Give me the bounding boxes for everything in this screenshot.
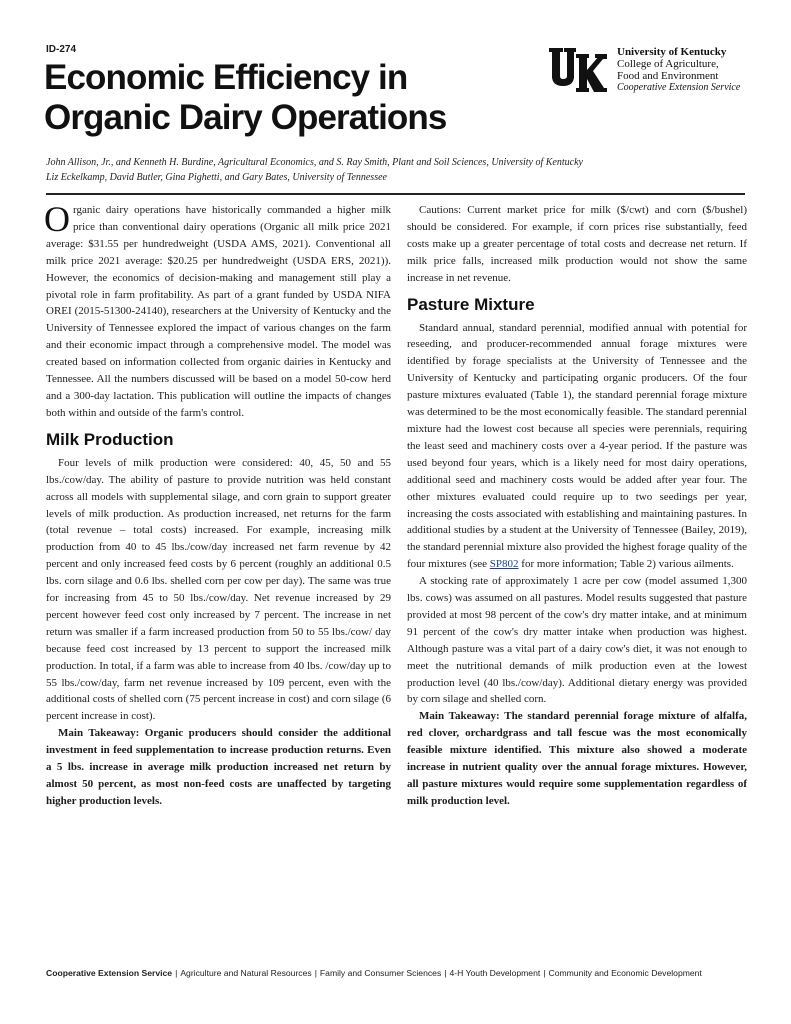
footer-item-family-consumer: Family and Consumer Sciences [319, 968, 442, 978]
footer-separator: | [444, 968, 447, 978]
section-heading-pasture-mixture: Pasture Mixture [407, 294, 535, 314]
university-block [617, 46, 787, 94]
left-column [44, 199, 391, 810]
footer-separator: | [175, 968, 178, 978]
footer-item-community-economic: Community and Economic Development [548, 968, 702, 978]
pasture-main-takeaway: Main Takeaway: The standard perennial forage mixture of alfalfa, red clover, orchardgrass and tall fescue was the most economically feasible mixture identified. This mixture also showed a moderate increase in nutrient quality over the annual forage mixtures. However, all pasture mixtures would require some supplementation regardless of milk production level. [407, 710, 747, 807]
milk-main-takeaway: Main Takeaway: Organic producers should consider the additional investment in feed supplementation to increase production returns. Even a 5 lbs. increase in average milk production increased net return by almost 50 percent, as most non-feed costs are unaffected by targeting higher production levels. [46, 727, 391, 807]
footer-item-agriculture: Agriculture and Natural Resources [180, 968, 312, 978]
pasture-text-a: Standard annual, standard perennial, modified annual with potential for reseeding, and producer-recommended annual forage mixtures were identified by forage specialists at the University of Tennessee and the University of Kentucky and participating organic producers. Of the four pasture mixtures evaluated (Table 1), the standard perennial forage mixture was determined to be the most economically feasible. The standard perennial mixture had the lowest cost because all species were perennials, requiring the least seed and machinery costs over a 4-year period. If the pasture was used beyond four years, which is a likely need for most dairy operations, additional seed and machinery costs would be added after year four. The other mixtures evaluated could require up to two seedings per year, increasing the costs associated with establishing and maintaining pastures. In additional studies by a student at the University of Tennessee (Bailey, 2019), the standard perennial mixture also provided the highest forage quality of the four mixtures (see [407, 321, 747, 571]
footer-separator: | [543, 968, 546, 978]
sp802-link[interactable]: SP802 [489, 558, 519, 571]
intro-text: rganic dairy operations have historically commanded a higher milk price than conventional dairy operations (Organic all milk price 2021 average: $31.55 per hundredweight (USDA AMS, 2021). Conventional all milk price 2021 average: $20.25 per hundredweight (USDA ERS, 2021)). However, the economics of decision-making and management still play a pivotal role in farm profitability. As part of a grant funded by USDA NIFA OREI (2015-51300-24140), researchers at the University of Kentucky and the University of Tennessee explored the impact of various changes on the farm and their economic impact through a comprehensive model. The model was created based on information collected from organic dairies in Kentucky and Tennessee. All the numbers discussed will be based on a model 50-cow herd and a 300-day lactation. This publication will outline the impacts of changes both within and outside of the farm's control. [46, 204, 391, 419]
milk-production-paragraph: Four levels of milk production were considered: 40, 45, 50 and 55 lbs./cow/day. The ability of pasture to provide nutrition was held constant across all models with supplemental silage, and corn grain to support greater levels of milk production. As production increased, net returns for the farm (total revenue – total costs) increased. For example, increasing milk production from 40 to 45 lbs./cow/day increased net farm revenue by 42 percent and only increased feed costs by 6 percent (roughly an additional 0.5 lbs. corn silage and 0.6 lbs. shelled corn per cow per day). The same was true for increasing from 45 to 50 lbs./cow/day. Net revenue increased by 29 percent however feed cost only increased by 7 percent. The increase in net return was smaller if a farm increased production from 50 to 55 lbs./cow/ day because feed cost increased by 13 percent to support the increased milk production. In total, if a farm was able to increase from 40 lbs. /cow/day up to 55 lbs./cow/day, farm net revenue increased by 109 percent, even with the additional costs of shelled corn (75 percent increase in cost) and corn silage (6 percent increase in cost). [46, 456, 391, 723]
college-line-2: Food and Environment [617, 70, 719, 82]
pasture-paragraph-2: A stocking rate of approximately 1 acre per cow (model assumed 1,300 lbs. cows) was assumed on all pastures. Model results suggested that pasture provided at most 98 percent of the cow's dry matter intake, and at minimum 91 percent of the cow's dry matter intake when production was highest. Although pasture was a vital part of a dairy cow's diet, it was not enough to meet the nutritional demands of milk production even at the lowest production level (40 lbs./cow/day). Additional dietary energy was provided by corn silage and shelled corn. [407, 575, 747, 706]
footer-item-cooperative-extension: Cooperative Extension Service [46, 968, 173, 978]
right-column [407, 202, 747, 810]
college-line-1: College of Agriculture, [617, 58, 719, 70]
uk-logo [549, 46, 607, 92]
authors-line-1: John Allison, Jr., and Kenneth H. Burdine, Agricultural Economics, and S. Ray Smith, Plant and Soil Sciences, University of Kentucky [46, 157, 583, 168]
publication-id: ID-274 [46, 44, 77, 55]
footer-programs [46, 968, 756, 978]
header-divider [46, 193, 745, 195]
authors-block [46, 155, 746, 185]
cautions-paragraph: Cautions: Current market price for milk ($/cwt) and corn ($/bushel) should be considered. For example, if corn prices rise substantially, feed costs make up a greater percentage of total costs and decrease net return. If milk price falls, increased milk production would not show the same increase in net revenue. [407, 204, 747, 284]
pasture-paragraph-1 [407, 320, 747, 574]
footer-item-4h: 4-H Youth Development [449, 968, 541, 978]
section-heading-milk-production: Milk Production [46, 429, 174, 449]
pasture-text-b: for more information; Table 2) various ailments. [518, 558, 734, 571]
extension-service: Cooperative Extension Service [617, 82, 741, 93]
title-line-2: Organic Dairy Operations [44, 98, 447, 137]
document-title [44, 58, 524, 138]
authors-line-2: Liz Eckelkamp, David Butler, Gina Pighetti, and Gary Bates, University of Tennessee [46, 172, 387, 183]
drop-cap: O [44, 199, 70, 239]
intro-paragraph [44, 199, 391, 422]
title-line-1: Economic Efficiency in [44, 58, 408, 97]
footer-separator: | [314, 968, 317, 978]
university-name: University of Kentucky [617, 46, 727, 58]
